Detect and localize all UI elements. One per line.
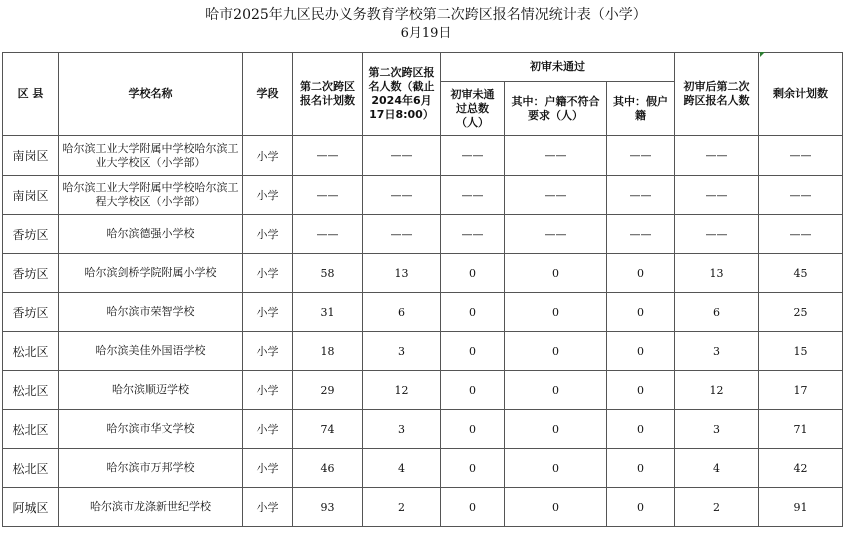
fail-fake-cell: —— — [607, 136, 675, 176]
after-review-cell: 6 — [675, 293, 759, 332]
remaining-cell: 42 — [759, 449, 843, 488]
applicant-count-cell: —— — [363, 176, 441, 215]
district-cell: 香坊区 — [3, 254, 59, 293]
stage-cell: 小学 — [243, 176, 293, 215]
school-name-cell: 哈尔滨工业大学附属中学校哈尔滨工程大学校区（小学部） — [59, 176, 243, 215]
fail-fake-cell: 0 — [607, 371, 675, 410]
district-cell: 香坊区 — [3, 215, 59, 254]
district-cell: 南岗区 — [3, 176, 59, 215]
plan-count-cell: —— — [293, 215, 363, 254]
district-cell: 香坊区 — [3, 293, 59, 332]
table-row — [3, 293, 843, 332]
school-name-cell: 哈尔滨市荣智学校 — [59, 293, 243, 332]
fail-total-cell: 0 — [441, 293, 505, 332]
table-row — [3, 215, 843, 254]
fail-fake-cell: 0 — [607, 449, 675, 488]
statistics-table — [2, 52, 843, 527]
school-name-cell: 哈尔滨剑桥学院附属小学校 — [59, 254, 243, 293]
fail-total-cell: —— — [441, 215, 505, 254]
applicant-count-cell: 3 — [363, 410, 441, 449]
header-row-1 — [3, 53, 843, 82]
remaining-cell: 45 — [759, 254, 843, 293]
remaining-cell: —— — [759, 176, 843, 215]
page-title: 哈市2025年九区民办义务教育学校第二次跨区报名情况统计表（小学） — [205, 7, 647, 23]
fail-fake-cell: 0 — [607, 293, 675, 332]
district-cell: 松北区 — [3, 410, 59, 449]
report-date: 6月19日 — [400, 26, 452, 41]
stage-cell: 小学 — [243, 215, 293, 254]
applicant-count-cell: —— — [363, 136, 441, 176]
after-review-cell: —— — [675, 176, 759, 215]
plan-count-cell: 93 — [293, 488, 363, 527]
fail-hukou-cell: 0 — [505, 254, 607, 293]
plan-count-cell: 46 — [293, 449, 363, 488]
fail-total-cell: 0 — [441, 449, 505, 488]
fail-total-cell: 0 — [441, 332, 505, 371]
district-cell: 松北区 — [3, 449, 59, 488]
table-row — [3, 449, 843, 488]
stage-cell: 小学 — [243, 410, 293, 449]
table-body — [3, 136, 843, 527]
fail-hukou-cell: 0 — [505, 488, 607, 527]
plan-count-cell: 29 — [293, 371, 363, 410]
school-name-cell: 哈尔滨市龙涤新世纪学校 — [59, 488, 243, 527]
header-after-review: 初审后第二次跨区报名人数 — [675, 53, 759, 136]
fail-total-cell: 0 — [441, 371, 505, 410]
remaining-cell: 17 — [759, 371, 843, 410]
remaining-cell: 25 — [759, 293, 843, 332]
plan-count-cell: —— — [293, 136, 363, 176]
stage-cell: 小学 — [243, 371, 293, 410]
district-cell: 阿城区 — [3, 488, 59, 527]
header-stage: 学段 — [243, 53, 293, 136]
applicant-count-cell: 6 — [363, 293, 441, 332]
fail-hukou-cell: —— — [505, 136, 607, 176]
remaining-cell: 91 — [759, 488, 843, 527]
fail-fake-cell: —— — [607, 176, 675, 215]
stage-cell: 小学 — [243, 136, 293, 176]
table-row — [3, 136, 843, 176]
plan-count-cell: 58 — [293, 254, 363, 293]
header-fail-total: 初审未通过总数（人） — [441, 82, 505, 136]
applicant-count-cell: 2 — [363, 488, 441, 527]
fail-total-cell: 0 — [441, 410, 505, 449]
remaining-cell: 15 — [759, 332, 843, 371]
cell-comment-marker — [760, 52, 765, 57]
after-review-cell: 3 — [675, 332, 759, 371]
table-row — [3, 371, 843, 410]
header-remaining: 剩余计划数 — [759, 53, 843, 136]
header-fail-group: 初审未通过 — [441, 53, 675, 82]
plan-count-cell: 31 — [293, 293, 363, 332]
applicant-count-cell: 12 — [363, 371, 441, 410]
plan-count-cell: 18 — [293, 332, 363, 371]
applicant-count-cell: 3 — [363, 332, 441, 371]
header-fail-fake: 其中：假户籍 — [607, 82, 675, 136]
after-review-cell: 2 — [675, 488, 759, 527]
applicant-count-cell: 4 — [363, 449, 441, 488]
remaining-cell: —— — [759, 215, 843, 254]
school-name-cell: 哈尔滨美佳外国语学校 — [59, 332, 243, 371]
after-review-cell: 3 — [675, 410, 759, 449]
table-row — [3, 488, 843, 527]
fail-hukou-cell: 0 — [505, 410, 607, 449]
fail-total-cell: 0 — [441, 488, 505, 527]
remaining-cell: —— — [759, 136, 843, 176]
table-row — [3, 332, 843, 371]
fail-hukou-cell: 0 — [505, 332, 607, 371]
table-row — [3, 254, 843, 293]
after-review-cell: 13 — [675, 254, 759, 293]
after-review-cell: 4 — [675, 449, 759, 488]
table-row — [3, 410, 843, 449]
plan-count-cell: 74 — [293, 410, 363, 449]
stage-cell: 小学 — [243, 254, 293, 293]
fail-hukou-cell: —— — [505, 215, 607, 254]
header-fail-hukou: 其中：户籍不符合要求（人） — [505, 82, 607, 136]
school-name-cell: 哈尔滨工业大学附属中学校哈尔滨工业大学校区（小学部） — [59, 136, 243, 176]
fail-fake-cell: 0 — [607, 254, 675, 293]
fail-fake-cell: —— — [607, 215, 675, 254]
stage-cell: 小学 — [243, 293, 293, 332]
fail-hukou-cell: 0 — [505, 293, 607, 332]
fail-total-cell: —— — [441, 176, 505, 215]
stage-cell: 小学 — [243, 488, 293, 527]
district-cell: 松北区 — [3, 332, 59, 371]
fail-hukou-cell: 0 — [505, 449, 607, 488]
school-name-cell: 哈尔滨顺迈学校 — [59, 371, 243, 410]
plan-count-cell: —— — [293, 176, 363, 215]
fail-fake-cell: 0 — [607, 488, 675, 527]
district-cell: 松北区 — [3, 371, 59, 410]
applicant-count-cell: —— — [363, 215, 441, 254]
fail-fake-cell: 0 — [607, 410, 675, 449]
header-school: 学校名称 — [59, 53, 243, 136]
district-cell: 南岗区 — [3, 136, 59, 176]
fail-hukou-cell: 0 — [505, 371, 607, 410]
fail-total-cell: 0 — [441, 254, 505, 293]
after-review-cell: —— — [675, 215, 759, 254]
after-review-cell: —— — [675, 136, 759, 176]
school-name-cell: 哈尔滨市华文学校 — [59, 410, 243, 449]
school-name-cell: 哈尔滨市万邦学校 — [59, 449, 243, 488]
after-review-cell: 12 — [675, 371, 759, 410]
remaining-cell: 71 — [759, 410, 843, 449]
header-applicants: 第二次跨区报名人数（截止2024年6月17日8:00） — [363, 53, 441, 136]
fail-fake-cell: 0 — [607, 332, 675, 371]
table-row — [3, 176, 843, 215]
applicant-count-cell: 13 — [363, 254, 441, 293]
stage-cell: 小学 — [243, 332, 293, 371]
fail-total-cell: —— — [441, 136, 505, 176]
stage-cell: 小学 — [243, 449, 293, 488]
school-name-cell: 哈尔滨德强小学校 — [59, 215, 243, 254]
header-plan: 第二次跨区报名计划数 — [293, 53, 363, 136]
fail-hukou-cell: —— — [505, 176, 607, 215]
header-district: 区 县 — [3, 53, 59, 136]
